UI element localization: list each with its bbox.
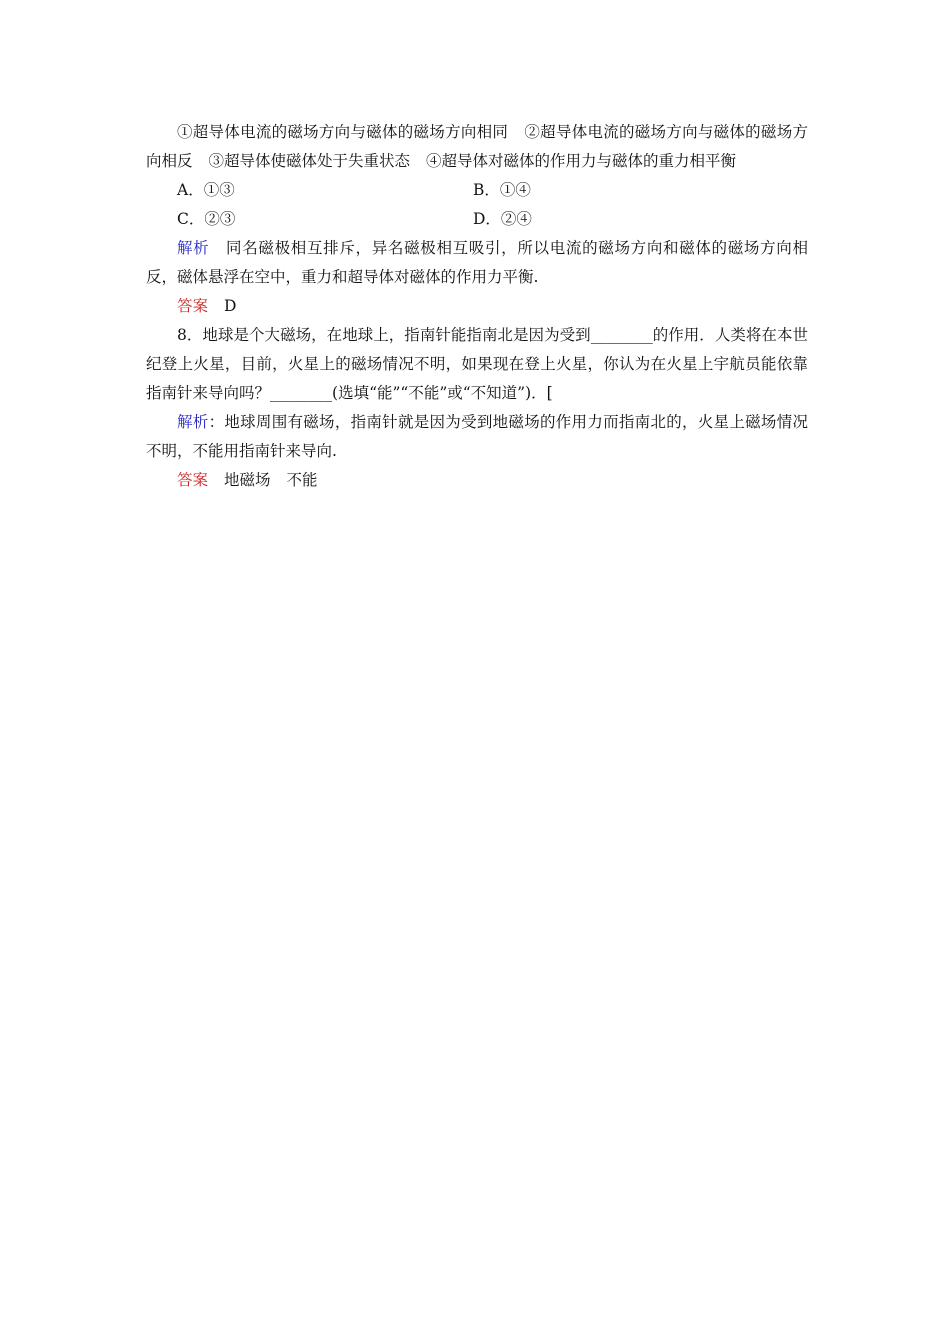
q8-stem-part-2: 的作用．人类将在本世纪登上火星，目前，火星上的磁场情况不明，如果现在登上火星，你认为在火星上宇航员能依靠指南针来导向吗？	[146, 326, 808, 402]
option-d: D．②④	[473, 210, 532, 228]
statement-4: ④超导体对磁体的作用力与磁体的重力相平衡	[426, 152, 737, 170]
answer-text-2: 不能	[286, 471, 318, 489]
answer-text: D	[224, 297, 237, 315]
statement-1: ①超导体电流的磁场方向与磁体的磁场方向相同	[177, 123, 509, 141]
q8-analysis	[146, 408, 808, 466]
q8-stem	[146, 321, 808, 408]
option-b: B．①④	[473, 181, 531, 199]
q7-analysis	[146, 234, 808, 292]
q7-options	[146, 176, 808, 234]
statement-2: ②超导体电流的磁场方向与磁体的磁场方向相反	[146, 123, 808, 170]
q7-statements	[146, 118, 808, 176]
analysis-text: ：地球周围有磁场，指南针就是因为受到地磁场的作用力而指南北的，火星上磁场情况不明，不能用指南针来导向.	[146, 413, 808, 460]
q8-stem-part-1: 8．地球是个大磁场，在地球上，指南针能指南北是因为受到	[177, 326, 591, 344]
option-a: A．①③	[177, 181, 235, 199]
answer-label: 答案	[177, 471, 209, 489]
analysis-label: 解析	[177, 413, 209, 431]
answer-label: 答案	[177, 297, 209, 315]
answer-blank-1: ________	[590, 326, 653, 344]
answer-text-1: 地磁场	[224, 471, 271, 489]
question-block	[146, 118, 808, 495]
analysis-label: 解析	[177, 239, 210, 257]
q8-stem-part-3: (选填“能”“不能”或“不知道”)．[	[332, 384, 553, 402]
option-c: C．②③	[177, 210, 236, 228]
analysis-text: 同名磁极相互排斥，异名磁极相互吸引，所以电流的磁场方向和磁体的磁场方向相反，磁体悬浮在空中，重力和超导体对磁体的作用力平衡.	[146, 239, 808, 286]
answer-blank-2: ________	[270, 384, 333, 402]
q8-answer	[146, 466, 808, 495]
statement-3: ③超导体使磁体处于失重状态	[208, 152, 411, 170]
q7-answer	[146, 292, 808, 321]
